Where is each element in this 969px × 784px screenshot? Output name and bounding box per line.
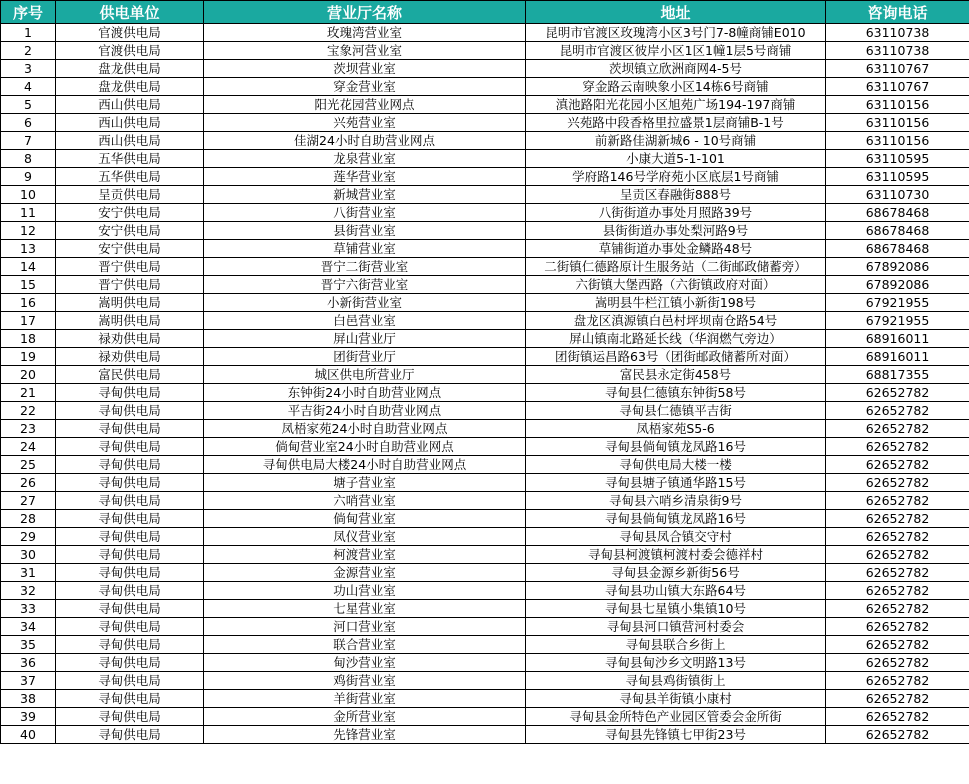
cell-phone[interactable]: 62652782 xyxy=(826,618,969,636)
cell-index[interactable]: 7 xyxy=(1,132,56,150)
cell-address[interactable]: 寻甸县六哨乡清泉街9号 xyxy=(526,492,826,510)
cell-supply-unit[interactable]: 富民供电局 xyxy=(56,366,204,384)
cell-supply-unit[interactable]: 寻甸供电局 xyxy=(56,420,204,438)
cell-phone[interactable]: 62652782 xyxy=(826,510,969,528)
cell-address[interactable]: 寻甸县甸沙乡文明路13号 xyxy=(526,654,826,672)
cell-address[interactable]: 茨坝镇立欣洲商网4-5号 xyxy=(526,60,826,78)
table-row xyxy=(1,204,969,222)
cell-supply-unit[interactable]: 盘龙供电局 xyxy=(56,60,204,78)
cell-index[interactable]: 24 xyxy=(1,438,56,456)
cell-address[interactable]: 寻甸县河口镇营河村委会 xyxy=(526,618,826,636)
cell-address[interactable]: 寻甸县先锋镇七甲街23号 xyxy=(526,726,826,744)
cell-supply-unit[interactable]: 寻甸供电局 xyxy=(56,672,204,690)
cell-supply-unit[interactable]: 寻甸供电局 xyxy=(56,654,204,672)
cell-supply-unit[interactable]: 安宁供电局 xyxy=(56,240,204,258)
cell-hall-name[interactable]: 穿金营业室 xyxy=(204,78,526,96)
cell-hall-name[interactable]: 倘甸营业室24小时自助营业网点 xyxy=(204,438,526,456)
cell-supply-unit[interactable]: 寻甸供电局 xyxy=(56,510,204,528)
cell-hall-name[interactable]: 城区供电所营业厅 xyxy=(204,366,526,384)
cell-hall-name[interactable]: 玫瑰湾营业室 xyxy=(204,24,526,42)
cell-phone[interactable]: 63110767 xyxy=(826,60,969,78)
cell-phone[interactable]: 63110156 xyxy=(826,96,969,114)
cell-address[interactable]: 八街街道办事处月照路39号 xyxy=(526,204,826,222)
cell-address[interactable]: 寻甸县羊街镇小康村 xyxy=(526,690,826,708)
header-supply-unit[interactable]: 供电单位 xyxy=(56,1,204,24)
cell-hall-name[interactable]: 阳光花园营业网点 xyxy=(204,96,526,114)
cell-supply-unit[interactable]: 晋宁供电局 xyxy=(56,258,204,276)
table-row xyxy=(1,636,969,654)
cell-phone[interactable]: 63110738 xyxy=(826,42,969,60)
cell-address[interactable]: 凤梧家苑S5-6 xyxy=(526,420,826,438)
cell-hall-name[interactable]: 宝象河营业室 xyxy=(204,42,526,60)
cell-supply-unit[interactable]: 官渡供电局 xyxy=(56,24,204,42)
cell-hall-name[interactable]: 甸沙营业室 xyxy=(204,654,526,672)
table-row xyxy=(1,42,969,60)
cell-address[interactable]: 团街镇运昌路63号（团街邮政储蓄所对面） xyxy=(526,348,826,366)
cell-address[interactable]: 寻甸县七星镇小集镇10号 xyxy=(526,600,826,618)
cell-address[interactable]: 六街镇大堡西路（六街镇政府对面） xyxy=(526,276,826,294)
cell-supply-unit[interactable]: 寻甸供电局 xyxy=(56,690,204,708)
cell-supply-unit[interactable]: 寻甸供电局 xyxy=(56,726,204,744)
cell-address[interactable]: 县街街道办事处梨河路9号 xyxy=(526,222,826,240)
table-row xyxy=(1,402,969,420)
table-row xyxy=(1,60,969,78)
table-row xyxy=(1,240,969,258)
cell-address[interactable]: 寻甸县联合乡街上 xyxy=(526,636,826,654)
cell-index[interactable]: 36 xyxy=(1,654,56,672)
cell-hall-name[interactable]: 八街营业室 xyxy=(204,204,526,222)
cell-hall-name[interactable]: 凤梧家苑24小时自助营业网点 xyxy=(204,420,526,438)
table-row xyxy=(1,24,969,42)
table-row xyxy=(1,582,969,600)
table-row xyxy=(1,510,969,528)
cell-index[interactable]: 21 xyxy=(1,384,56,402)
cell-supply-unit[interactable]: 西山供电局 xyxy=(56,132,204,150)
cell-hall-name[interactable]: 六哨营业室 xyxy=(204,492,526,510)
cell-address[interactable]: 寻甸县塘子镇通华路15号 xyxy=(526,474,826,492)
cell-hall-name[interactable]: 鸡街营业室 xyxy=(204,672,526,690)
cell-index[interactable]: 14 xyxy=(1,258,56,276)
cell-index[interactable]: 13 xyxy=(1,240,56,258)
cell-index[interactable]: 19 xyxy=(1,348,56,366)
cell-hall-name[interactable]: 平吉街24小时自助营业网点 xyxy=(204,402,526,420)
table-body xyxy=(1,24,969,744)
cell-index[interactable]: 2 xyxy=(1,42,56,60)
cell-phone[interactable]: 62652782 xyxy=(826,690,969,708)
cell-phone[interactable]: 62652782 xyxy=(826,600,969,618)
header-phone[interactable]: 咨询电话 xyxy=(826,1,969,24)
table-row xyxy=(1,546,969,564)
cell-supply-unit[interactable]: 盘龙供电局 xyxy=(56,78,204,96)
cell-hall-name[interactable]: 凤仪营业室 xyxy=(204,528,526,546)
cell-phone[interactable]: 67892086 xyxy=(826,258,969,276)
cell-phone[interactable]: 68817355 xyxy=(826,366,969,384)
table-row xyxy=(1,150,969,168)
cell-phone[interactable]: 63110156 xyxy=(826,114,969,132)
cell-supply-unit[interactable]: 寻甸供电局 xyxy=(56,582,204,600)
cell-hall-name[interactable]: 兴苑营业室 xyxy=(204,114,526,132)
cell-supply-unit[interactable]: 西山供电局 xyxy=(56,96,204,114)
cell-phone[interactable]: 62652782 xyxy=(826,474,969,492)
header-row xyxy=(1,1,969,24)
cell-address[interactable]: 穿金路云南映象小区14栋6号商铺 xyxy=(526,78,826,96)
table-row xyxy=(1,690,969,708)
cell-address[interactable]: 二街镇仁德路原计生服务站（二街邮政储蓄旁） xyxy=(526,258,826,276)
cell-index[interactable]: 1 xyxy=(1,24,56,42)
cell-supply-unit[interactable]: 寻甸供电局 xyxy=(56,600,204,618)
cell-phone[interactable]: 62652782 xyxy=(826,420,969,438)
cell-hall-name[interactable]: 七星营业室 xyxy=(204,600,526,618)
header-index[interactable]: 序号 xyxy=(1,1,56,24)
cell-hall-name[interactable]: 莲华营业室 xyxy=(204,168,526,186)
cell-index[interactable]: 29 xyxy=(1,528,56,546)
cell-index[interactable]: 26 xyxy=(1,474,56,492)
cell-phone[interactable]: 67921955 xyxy=(826,294,969,312)
cell-hall-name[interactable]: 白邑营业室 xyxy=(204,312,526,330)
cell-index[interactable]: 5 xyxy=(1,96,56,114)
table-row xyxy=(1,672,969,690)
cell-supply-unit[interactable]: 寻甸供电局 xyxy=(56,708,204,726)
cell-hall-name[interactable]: 塘子营业室 xyxy=(204,474,526,492)
cell-hall-name[interactable]: 草铺营业室 xyxy=(204,240,526,258)
cell-supply-unit[interactable]: 五华供电局 xyxy=(56,150,204,168)
cell-hall-name[interactable]: 佳湖24小时自助营业网点 xyxy=(204,132,526,150)
cell-hall-name[interactable]: 东钟街24小时自助营业网点 xyxy=(204,384,526,402)
cell-supply-unit[interactable]: 寻甸供电局 xyxy=(56,456,204,474)
cell-phone[interactable]: 62652782 xyxy=(826,546,969,564)
cell-phone[interactable]: 62652782 xyxy=(826,492,969,510)
table-row xyxy=(1,474,969,492)
cell-phone[interactable]: 67921955 xyxy=(826,312,969,330)
table-row xyxy=(1,276,969,294)
cell-phone[interactable]: 63110595 xyxy=(826,150,969,168)
cell-supply-unit[interactable]: 五华供电局 xyxy=(56,168,204,186)
cell-address[interactable]: 寻甸县凤合镇交守村 xyxy=(526,528,826,546)
cell-hall-name[interactable]: 茨坝营业室 xyxy=(204,60,526,78)
table-row xyxy=(1,420,969,438)
table-row xyxy=(1,366,969,384)
table-row xyxy=(1,348,969,366)
cell-address[interactable]: 嵩明县牛栏江镇小新街198号 xyxy=(526,294,826,312)
cell-address[interactable]: 寻甸县柯渡镇柯渡村委会德祥村 xyxy=(526,546,826,564)
cell-index[interactable]: 10 xyxy=(1,186,56,204)
cell-hall-name[interactable]: 先锋营业室 xyxy=(204,726,526,744)
table-row xyxy=(1,312,969,330)
cell-phone[interactable]: 68678468 xyxy=(826,204,969,222)
cell-phone[interactable]: 62652782 xyxy=(826,672,969,690)
cell-phone[interactable]: 62652782 xyxy=(826,438,969,456)
cell-index[interactable]: 35 xyxy=(1,636,56,654)
cell-index[interactable]: 38 xyxy=(1,690,56,708)
table-row xyxy=(1,132,969,150)
cell-index[interactable]: 34 xyxy=(1,618,56,636)
table-row xyxy=(1,168,969,186)
cell-supply-unit[interactable]: 安宁供电局 xyxy=(56,222,204,240)
cell-supply-unit[interactable]: 西山供电局 xyxy=(56,114,204,132)
cell-address[interactable]: 寻甸县仁德镇平吉街 xyxy=(526,402,826,420)
cell-supply-unit[interactable]: 安宁供电局 xyxy=(56,204,204,222)
cell-hall-name[interactable]: 晋宁二街营业室 xyxy=(204,258,526,276)
cell-address[interactable]: 草铺街道办事处金鳞路48号 xyxy=(526,240,826,258)
table-row xyxy=(1,222,969,240)
cell-hall-name[interactable]: 羊街营业室 xyxy=(204,690,526,708)
cell-phone[interactable]: 63110730 xyxy=(826,186,969,204)
cell-index[interactable]: 17 xyxy=(1,312,56,330)
cell-index[interactable]: 9 xyxy=(1,168,56,186)
cell-phone[interactable]: 68678468 xyxy=(826,222,969,240)
cell-hall-name[interactable]: 金所营业室 xyxy=(204,708,526,726)
cell-index[interactable]: 32 xyxy=(1,582,56,600)
cell-address[interactable]: 小康大道5-1-101 xyxy=(526,150,826,168)
cell-address[interactable]: 寻甸县仁德镇东钟街58号 xyxy=(526,384,826,402)
cell-supply-unit[interactable]: 寻甸供电局 xyxy=(56,492,204,510)
cell-index[interactable]: 40 xyxy=(1,726,56,744)
cell-address[interactable]: 寻甸县鸡街镇街上 xyxy=(526,672,826,690)
header-hall-name[interactable]: 营业厅名称 xyxy=(204,1,526,24)
cell-supply-unit[interactable]: 寻甸供电局 xyxy=(56,546,204,564)
cell-index[interactable]: 15 xyxy=(1,276,56,294)
table-row xyxy=(1,726,969,744)
cell-hall-name[interactable]: 屏山营业厅 xyxy=(204,330,526,348)
cell-phone[interactable]: 62652782 xyxy=(826,402,969,420)
cell-supply-unit[interactable]: 官渡供电局 xyxy=(56,42,204,60)
cell-index[interactable]: 31 xyxy=(1,564,56,582)
cell-phone[interactable]: 68916011 xyxy=(826,330,969,348)
cell-index[interactable]: 4 xyxy=(1,78,56,96)
table-row xyxy=(1,384,969,402)
cell-address[interactable]: 盘龙区滇源镇白邑村坪坝南仓路54号 xyxy=(526,312,826,330)
cell-address[interactable]: 呈贡区春融街888号 xyxy=(526,186,826,204)
cell-index[interactable]: 25 xyxy=(1,456,56,474)
cell-hall-name[interactable]: 功山营业室 xyxy=(204,582,526,600)
cell-hall-name[interactable]: 柯渡营业室 xyxy=(204,546,526,564)
table-row xyxy=(1,456,969,474)
table-row xyxy=(1,528,969,546)
cell-phone[interactable]: 67892086 xyxy=(826,276,969,294)
cell-phone[interactable]: 62652782 xyxy=(826,528,969,546)
cell-index[interactable]: 18 xyxy=(1,330,56,348)
cell-phone[interactable]: 63110738 xyxy=(826,24,969,42)
cell-index[interactable]: 16 xyxy=(1,294,56,312)
cell-index[interactable]: 39 xyxy=(1,708,56,726)
cell-index[interactable]: 6 xyxy=(1,114,56,132)
cell-supply-unit[interactable]: 晋宁供电局 xyxy=(56,276,204,294)
cell-address[interactable]: 寻甸县倘甸镇龙凤路16号 xyxy=(526,438,826,456)
cell-phone[interactable]: 62652782 xyxy=(826,708,969,726)
cell-phone[interactable]: 62652782 xyxy=(826,654,969,672)
table-row xyxy=(1,114,969,132)
table-row xyxy=(1,258,969,276)
cell-hall-name[interactable]: 河口营业室 xyxy=(204,618,526,636)
cell-address[interactable]: 寻甸县倘甸镇龙凤路16号 xyxy=(526,510,826,528)
cell-supply-unit[interactable]: 呈贡供电局 xyxy=(56,186,204,204)
cell-hall-name[interactable]: 团街营业厅 xyxy=(204,348,526,366)
cell-hall-name[interactable]: 县街营业室 xyxy=(204,222,526,240)
cell-hall-name[interactable]: 新城营业室 xyxy=(204,186,526,204)
cell-phone[interactable]: 63110156 xyxy=(826,132,969,150)
cell-address[interactable]: 兴苑路中段香格里拉盛景1层商铺B-1号 xyxy=(526,114,826,132)
cell-supply-unit[interactable]: 寻甸供电局 xyxy=(56,528,204,546)
header-address[interactable]: 地址 xyxy=(526,1,826,24)
cell-supply-unit[interactable]: 嵩明供电局 xyxy=(56,294,204,312)
cell-address[interactable]: 学府路146号学府苑小区底层1号商铺 xyxy=(526,168,826,186)
cell-index[interactable]: 22 xyxy=(1,402,56,420)
cell-phone[interactable]: 63110595 xyxy=(826,168,969,186)
table-row xyxy=(1,294,969,312)
table-row xyxy=(1,618,969,636)
table-row xyxy=(1,330,969,348)
cell-phone[interactable]: 68678468 xyxy=(826,240,969,258)
cell-phone[interactable]: 68916011 xyxy=(826,348,969,366)
cell-index[interactable]: 30 xyxy=(1,546,56,564)
cell-address[interactable]: 富民县永定街458号 xyxy=(526,366,826,384)
cell-supply-unit[interactable]: 寻甸供电局 xyxy=(56,636,204,654)
cell-phone[interactable]: 63110767 xyxy=(826,78,969,96)
cell-supply-unit[interactable]: 禄劝供电局 xyxy=(56,348,204,366)
table-row xyxy=(1,600,969,618)
cell-index[interactable]: 20 xyxy=(1,366,56,384)
cell-supply-unit[interactable]: 嵩明供电局 xyxy=(56,312,204,330)
cell-supply-unit[interactable]: 禄劝供电局 xyxy=(56,330,204,348)
table-row xyxy=(1,438,969,456)
cell-supply-unit[interactable]: 寻甸供电局 xyxy=(56,384,204,402)
table-row xyxy=(1,654,969,672)
cell-address[interactable]: 寻甸县金所特色产业园区管委会金所街 xyxy=(526,708,826,726)
cell-supply-unit[interactable]: 寻甸供电局 xyxy=(56,474,204,492)
cell-supply-unit[interactable]: 寻甸供电局 xyxy=(56,564,204,582)
cell-index[interactable]: 11 xyxy=(1,204,56,222)
cell-index[interactable]: 37 xyxy=(1,672,56,690)
cell-supply-unit[interactable]: 寻甸供电局 xyxy=(56,618,204,636)
cell-index[interactable]: 27 xyxy=(1,492,56,510)
cell-phone[interactable]: 62652782 xyxy=(826,456,969,474)
cell-index[interactable]: 8 xyxy=(1,150,56,168)
cell-phone[interactable]: 62652782 xyxy=(826,384,969,402)
cell-index[interactable]: 33 xyxy=(1,600,56,618)
table-row xyxy=(1,186,969,204)
cell-hall-name[interactable]: 小新街营业室 xyxy=(204,294,526,312)
cell-supply-unit[interactable]: 寻甸供电局 xyxy=(56,438,204,456)
cell-hall-name[interactable]: 金源营业室 xyxy=(204,564,526,582)
cell-hall-name[interactable]: 寻甸供电局大楼24小时自助营业网点 xyxy=(204,456,526,474)
table-row xyxy=(1,708,969,726)
cell-hall-name[interactable]: 倘甸营业室 xyxy=(204,510,526,528)
cell-address[interactable]: 前新路佳湖新城6 - 10号商铺 xyxy=(526,132,826,150)
cell-address[interactable]: 滇池路阳光花园小区旭苑广场194-197商铺 xyxy=(526,96,826,114)
cell-hall-name[interactable]: 晋宁六街营业室 xyxy=(204,276,526,294)
cell-hall-name[interactable]: 龙泉营业室 xyxy=(204,150,526,168)
cell-phone[interactable]: 62652782 xyxy=(826,564,969,582)
cell-address[interactable]: 寻甸供电局大楼一楼 xyxy=(526,456,826,474)
table-row xyxy=(1,78,969,96)
cell-phone[interactable]: 62652782 xyxy=(826,582,969,600)
cell-phone[interactable]: 62652782 xyxy=(826,726,969,744)
cell-address[interactable]: 昆明市官渡区彼岸小区1区1幢1层5号商铺 xyxy=(526,42,826,60)
cell-address[interactable]: 屏山镇南北路延长线（华润燃气旁边） xyxy=(526,330,826,348)
cell-phone[interactable]: 62652782 xyxy=(826,636,969,654)
cell-address[interactable]: 寻甸县金源乡新街56号 xyxy=(526,564,826,582)
cell-index[interactable]: 23 xyxy=(1,420,56,438)
cell-address[interactable]: 寻甸县功山镇大东路64号 xyxy=(526,582,826,600)
table-row xyxy=(1,564,969,582)
cell-index[interactable]: 28 xyxy=(1,510,56,528)
cell-hall-name[interactable]: 联合营业室 xyxy=(204,636,526,654)
cell-index[interactable]: 3 xyxy=(1,60,56,78)
cell-supply-unit[interactable]: 寻甸供电局 xyxy=(56,402,204,420)
table-row xyxy=(1,492,969,510)
cell-address[interactable]: 昆明市官渡区玫瑰湾小区3号门7-8幢商铺E010 xyxy=(526,24,826,42)
table-row xyxy=(1,96,969,114)
cell-index[interactable]: 12 xyxy=(1,222,56,240)
